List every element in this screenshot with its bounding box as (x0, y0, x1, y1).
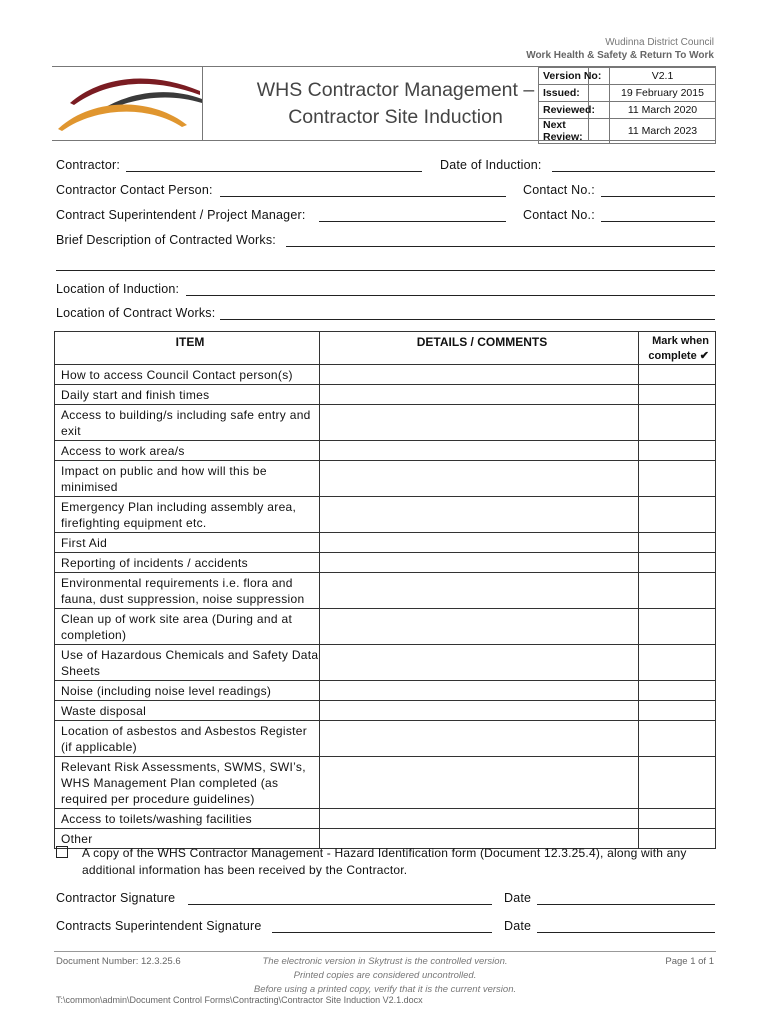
superintendent-signature-field[interactable] (272, 932, 492, 933)
details-cell[interactable] (320, 405, 639, 441)
checklist-item: Use of Hazardous Chemicals and Safety Data Sheets (55, 645, 320, 681)
col-item-header: ITEM (55, 332, 320, 365)
control-notice-line-2: Printed copies are considered uncontrolled. (293, 970, 477, 981)
checklist-item: How to access Council Contact person(s) (55, 365, 320, 385)
checklist-item: Location of asbestos and Asbestos Register (if applicable) (55, 721, 320, 757)
details-cell[interactable] (320, 757, 639, 809)
mark-header-line-2: complete ✔ (648, 350, 709, 362)
contractor-label: Contractor: (56, 158, 121, 172)
version-table (538, 67, 716, 144)
superintendent-field[interactable] (319, 221, 506, 222)
acknowledgement-text: A copy of the WHS Contractor Management - Hazard Identification form (Document 12.3.25.4), along with any additional information has been received by the Contractor. (82, 846, 687, 877)
details-cell[interactable] (320, 681, 639, 701)
checklist-item: Environmental requirements i.e. flora and fauna, dust suppression, noise suppression (55, 573, 320, 609)
contact-no-label: Contact No.: (523, 183, 595, 197)
table-row (55, 721, 716, 757)
version-label: Version No: (539, 68, 610, 85)
details-cell[interactable] (320, 609, 639, 645)
version-value: V2.1 (610, 68, 716, 85)
council-logo (52, 67, 202, 140)
next-review-label: Next Review: (539, 119, 610, 144)
location-induction-label: Location of Induction: (56, 282, 180, 296)
checklist-item: Reporting of incidents / accidents (55, 553, 320, 573)
control-notice-line-3: Before using a printed copy, verify that it is the current version. (253, 984, 517, 995)
superintendent-label: Contract Superintendent / Project Manager: (56, 208, 306, 222)
complete-mark-cell[interactable] (639, 385, 716, 405)
checklist-item: First Aid (55, 533, 320, 553)
document-number: Document Number: 12.3.25.6 (56, 956, 181, 967)
contact-person-field[interactable] (220, 196, 506, 197)
checklist-item: Waste disposal (55, 701, 320, 721)
logo-arc-red (70, 79, 200, 106)
complete-mark-cell[interactable] (639, 497, 716, 533)
table-row (55, 757, 716, 809)
issued-label: Issued: (539, 85, 610, 102)
table-row (55, 809, 716, 829)
issued-value: 19 February 2015 (610, 85, 716, 102)
complete-mark-cell[interactable] (639, 645, 716, 681)
control-notice (230, 955, 540, 997)
complete-mark-cell[interactable] (639, 721, 716, 757)
details-cell[interactable] (320, 461, 639, 497)
table-row (55, 441, 716, 461)
table-row (55, 533, 716, 553)
title-line-2: Contractor Site Induction (288, 105, 503, 128)
details-cell[interactable] (320, 553, 639, 573)
date-induction-field[interactable] (552, 171, 715, 172)
location-works-label: Location of Contract Works: (56, 306, 216, 320)
table-row (55, 609, 716, 645)
department-name: Work Health & Safety & Return To Work (526, 50, 714, 61)
table-row (55, 645, 716, 681)
checklist-item: Relevant Risk Assessments, SWMS, SWI’s, WHS Management Plan completed (as required per procedure guidelines) (55, 757, 320, 809)
header-org (526, 36, 714, 62)
checklist-item: Daily start and finish times (55, 385, 320, 405)
complete-mark-cell[interactable] (639, 441, 716, 461)
superintendent-signature-label: Contracts Superintendent Signature (56, 919, 262, 933)
col-mark-header (639, 332, 716, 365)
table-row (55, 553, 716, 573)
brief-field-1[interactable] (286, 246, 715, 247)
details-cell[interactable] (320, 645, 639, 681)
complete-mark-cell[interactable] (639, 701, 716, 721)
table-row (55, 385, 716, 405)
date2-field[interactable] (537, 932, 715, 933)
checklist-item: Clean up of work site area (During and at completion) (55, 609, 320, 645)
footer-divider (54, 951, 716, 952)
table-row (55, 573, 716, 609)
details-cell[interactable] (320, 573, 639, 609)
contractor-field[interactable] (126, 171, 422, 172)
checklist-item: Access to building/s including safe entry and exit (55, 405, 320, 441)
details-cell[interactable] (320, 441, 639, 461)
control-notice-line-1: The electronic version in Skytrust is the controlled version. (262, 956, 508, 967)
complete-mark-cell[interactable] (639, 573, 716, 609)
details-cell[interactable] (320, 497, 639, 533)
location-induction-field[interactable] (186, 295, 715, 296)
contractor-signature-label: Contractor Signature (56, 891, 176, 905)
org-name: Wudinna District Council (605, 37, 714, 48)
details-cell[interactable] (320, 533, 639, 553)
details-cell[interactable] (320, 809, 639, 829)
title-box (52, 66, 716, 141)
acknowledgement-note (56, 845, 720, 879)
complete-mark-cell[interactable] (639, 809, 716, 829)
table-row (55, 701, 716, 721)
date1-field[interactable] (537, 904, 715, 905)
complete-mark-cell[interactable] (639, 461, 716, 497)
checklist-item: Noise (including noise level readings) (55, 681, 320, 701)
reviewed-value: 11 March 2020 (610, 102, 716, 119)
logo-arc-orange (58, 104, 187, 131)
document-title (202, 67, 589, 140)
contact-no-field[interactable] (601, 196, 715, 197)
details-cell[interactable] (320, 701, 639, 721)
table-header-row (55, 332, 716, 365)
table-row (55, 461, 716, 497)
reviewed-label: Reviewed: (539, 102, 610, 119)
checklist-item: Access to toilets/washing facilities (55, 809, 320, 829)
details-cell[interactable] (320, 721, 639, 757)
page-number: Page 1 of 1 (665, 956, 714, 967)
table-row (55, 497, 716, 533)
details-cell[interactable] (320, 385, 639, 405)
complete-mark-cell[interactable] (639, 365, 716, 385)
complete-mark-cell[interactable] (639, 681, 716, 701)
table-row (55, 681, 716, 701)
brief-field-2[interactable] (56, 270, 715, 271)
date1-label: Date (504, 891, 532, 905)
complete-mark-cell[interactable] (639, 609, 716, 645)
date-induction-label: Date of Induction: (440, 158, 542, 172)
location-works-field[interactable] (220, 319, 715, 320)
checklist-item: Impact on public and how will this be minimised (55, 461, 320, 497)
next-review-value: 11 March 2023 (610, 119, 716, 144)
induction-checklist-table (54, 331, 716, 849)
contact-no2-label: Contact No.: (523, 208, 595, 222)
file-path: T:\common\admin\Document Control Forms\Contracting\Contractor Site Induction V2.1.docx (56, 995, 423, 1005)
checklist-item: Other (55, 829, 320, 849)
title-line-1: WHS Contractor Management – (256, 78, 535, 101)
contact-person-label: Contractor Contact Person: (56, 183, 213, 197)
contractor-signature-field[interactable] (188, 904, 492, 905)
brief-label: Brief Description of Contracted Works: (56, 233, 276, 247)
col-details-header: DETAILS / COMMENTS (320, 332, 639, 365)
complete-mark-cell[interactable] (639, 553, 716, 573)
details-cell[interactable] (320, 365, 639, 385)
table-row (55, 365, 716, 385)
checklist-item: Access to work area/s (55, 441, 320, 461)
contact-no2-field[interactable] (601, 221, 715, 222)
complete-mark-cell[interactable] (639, 405, 716, 441)
acknowledgement-checkbox[interactable] (56, 846, 68, 858)
checklist-item: Emergency Plan including assembly area, firefighting equipment etc. (55, 497, 320, 533)
complete-mark-cell[interactable] (639, 757, 716, 809)
table-row (55, 405, 716, 441)
date2-label: Date (504, 919, 532, 933)
complete-mark-cell[interactable] (639, 533, 716, 553)
mark-header-line-1: Mark when (652, 335, 709, 347)
